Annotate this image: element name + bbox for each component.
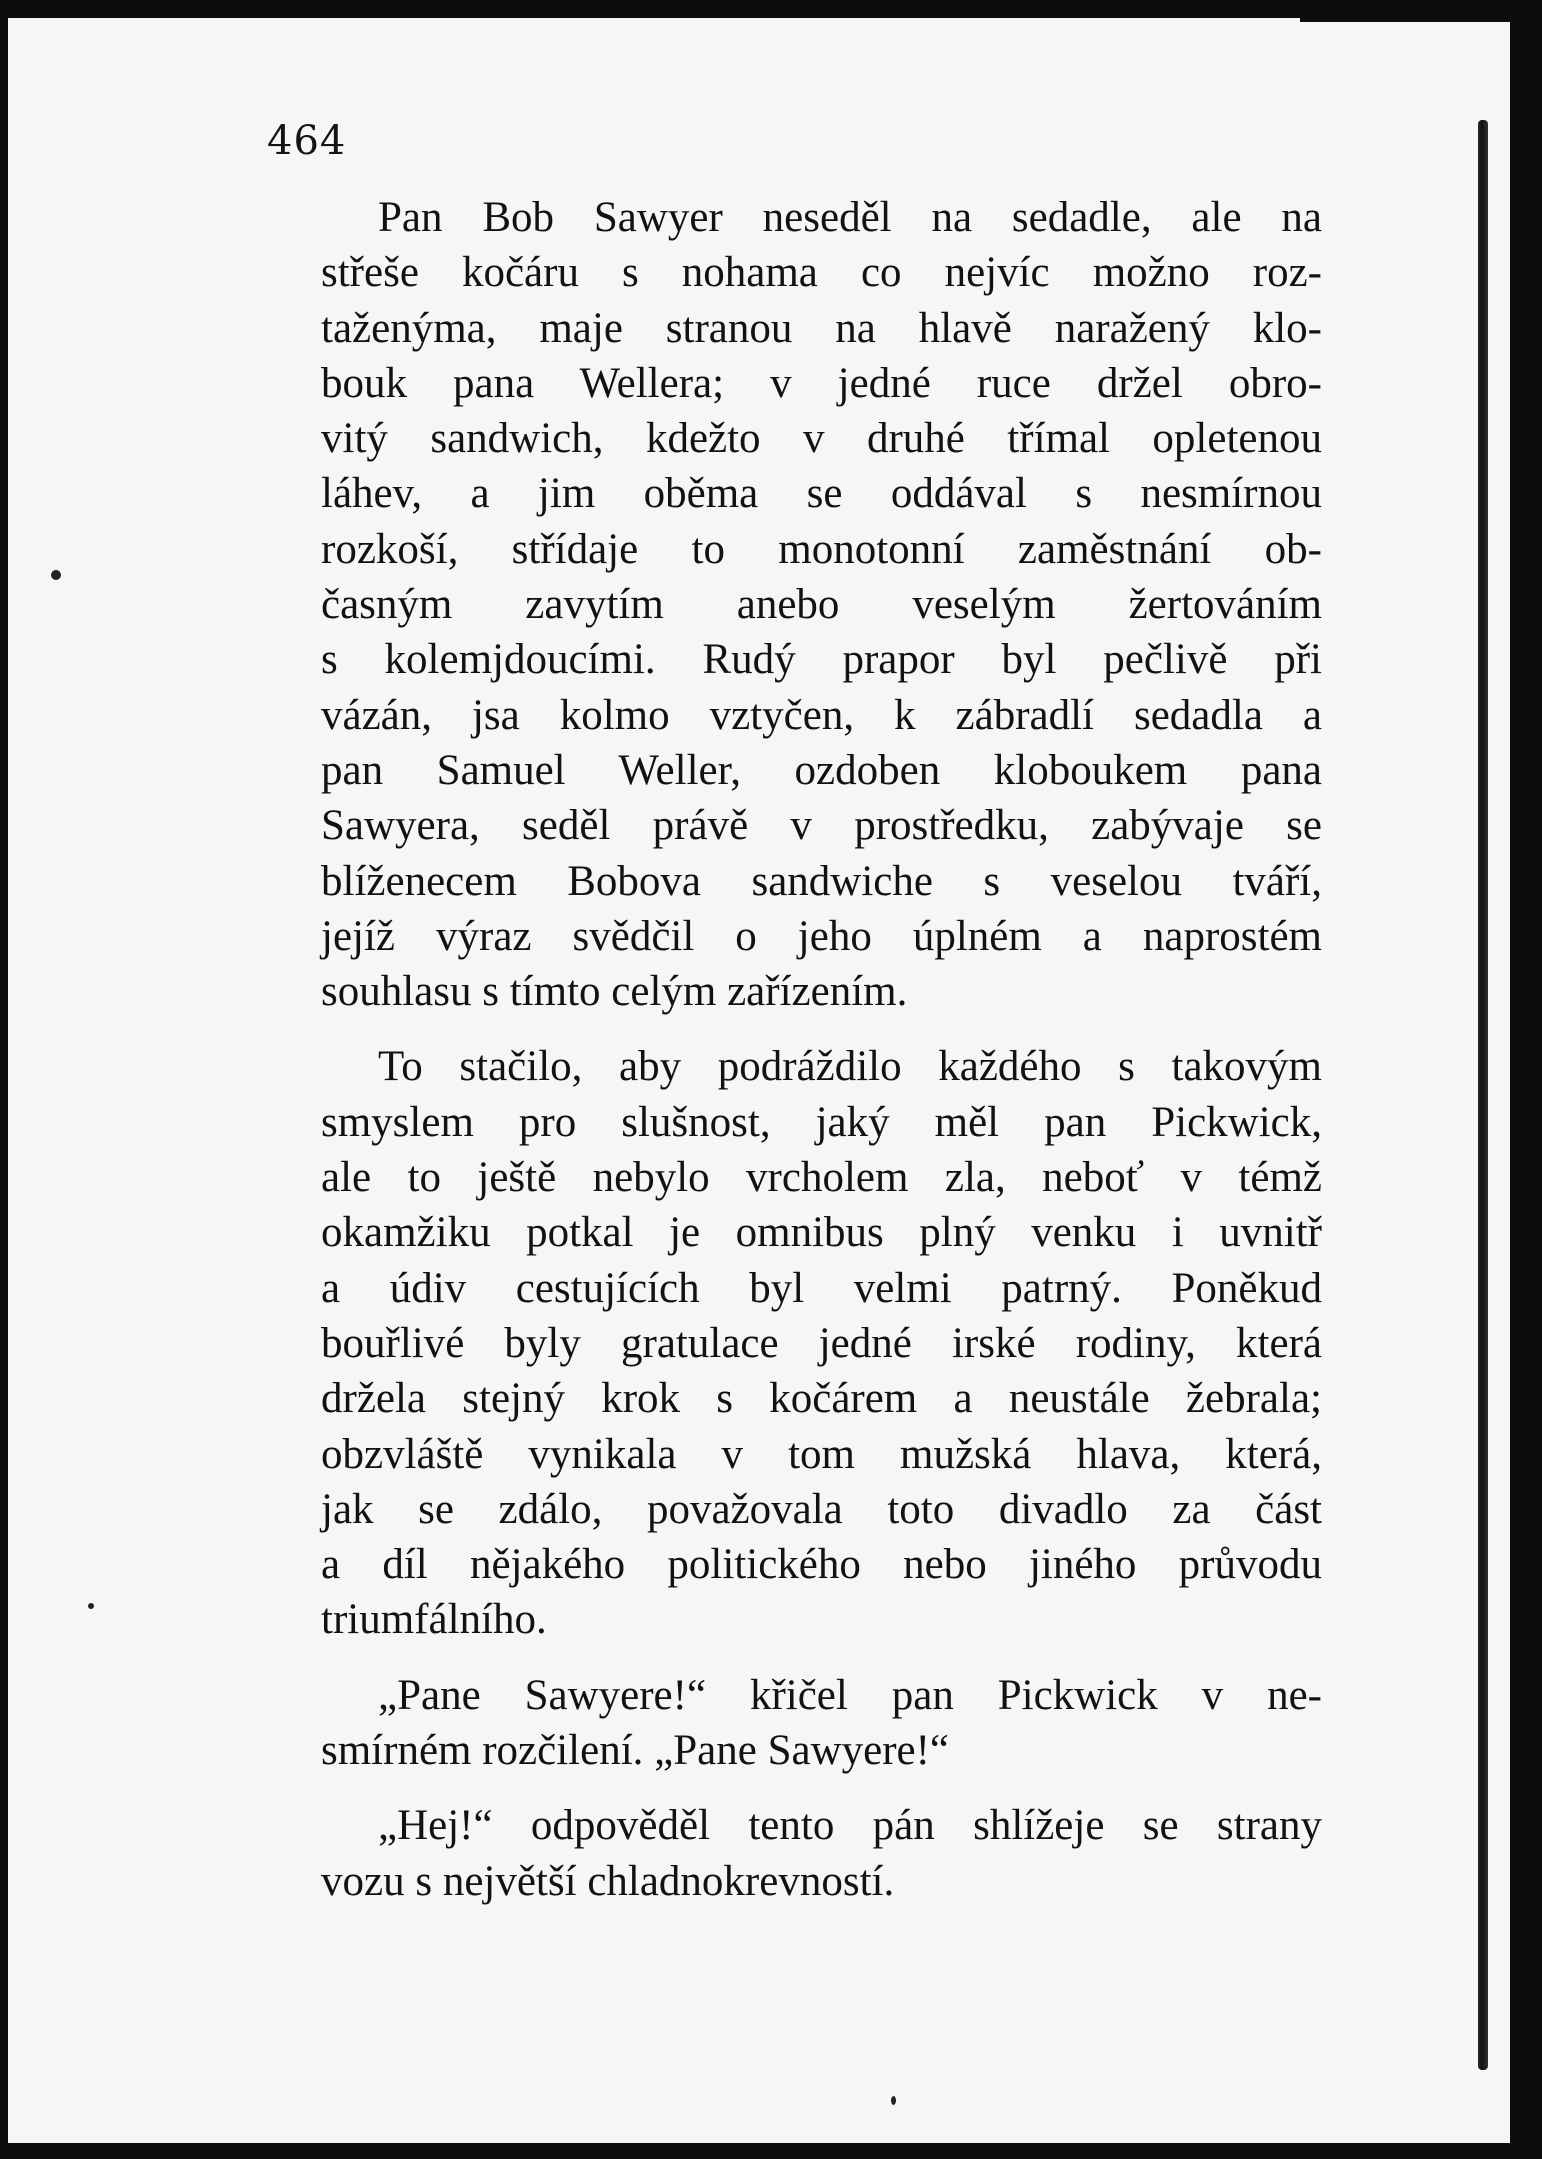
text-line: „Pane Sawyere!“ křičel pan Pickwick v ne-: [378, 1671, 1322, 1719]
text-line: „Hej!“ odpověděl tento pán shlížeje se strany: [378, 1802, 1322, 1850]
text-line: triumfálního.: [321, 1596, 547, 1644]
text-line: Pan Bob Sawyer neseděl na sedadle, ale na: [378, 194, 1322, 241]
text-line: To stačilo, aby podráždilo každého s takovým: [378, 1043, 1322, 1091]
paragraph: [264, 190, 1322, 1019]
scan-speck: [891, 2096, 896, 2105]
text-line: ale to ještě nebylo vrcholem zla, neboť v témž: [321, 1154, 1322, 1202]
text-line: časným zavytím anebo veselým žertováním: [321, 581, 1322, 629]
text-line: pan Samuel Weller, ozdoben kloboukem pana: [321, 746, 1322, 794]
scan-edge-top: [1300, 0, 1540, 22]
text-line: a díl nějakého politického nebo jiného průvodu: [321, 1541, 1322, 1589]
text-line: smírném rozčilení. „Pane Sawyere!“: [321, 1727, 950, 1775]
text-line: jak se zdálo, považovala toto divadlo za část: [321, 1485, 1322, 1533]
scan-speck: [51, 570, 61, 580]
text-line: držela stejný krok s kočárem a neustále žebrala;: [321, 1375, 1322, 1423]
text-line: jejíž výraz svědčil o jeho úplném a naprostém: [321, 912, 1322, 960]
text-line: bouřlivé byly gratulace jedné irské rodiny, která: [321, 1319, 1322, 1367]
text-line: vozu s největší chladnokrevností.: [321, 1857, 895, 1905]
body-text: [264, 190, 1322, 1929]
text-line: Sawyera, seděl právě v prostředku, zabývaje se: [321, 802, 1322, 850]
paragraph: [264, 1668, 1322, 1779]
text-line: souhlasu s tímto celým zařízením.: [321, 968, 908, 1016]
text-line: obzvláště vynikala v tom mužská hlava, která,: [321, 1430, 1322, 1478]
text-line: s kolemjdoucími. Rudý prapor byl pečlivě při: [321, 636, 1322, 684]
page-number: 464: [267, 118, 347, 164]
text-line: smyslem pro slušnost, jaký měl pan Pickwick,: [321, 1098, 1322, 1146]
paragraph: [264, 1798, 1322, 1909]
text-line: okamžiku potkal je omnibus plný venku i uvnitř: [321, 1209, 1322, 1257]
page-binding-edge: [1478, 120, 1488, 2070]
text-line: taženýma, maje stranou na hlavě naražený klo-: [321, 304, 1322, 352]
scan-speck: [88, 1603, 94, 1609]
text-line: bouk pana Wellera; v jedné ruce držel obro-: [321, 359, 1322, 407]
text-line: vázán, jsa kolmo vztyčen, k zábradlí sedadla a: [321, 691, 1322, 739]
text-line: láhev, a jim oběma se oddával s nesmírnou: [321, 470, 1322, 518]
text-line: rozkoší, střídaje to monotonní zaměstnání ob-: [321, 525, 1322, 573]
text-line: střeše kočáru s nohama co nejvíc možno roz-: [321, 249, 1322, 297]
text-line: vitý sandwich, kdežto v druhé třímal opletenou: [321, 415, 1322, 463]
text-line: blíženecem Bobova sandwiche s veselou tváří,: [321, 857, 1322, 905]
text-line: a údiv cestujících byl velmi patrný. Poněkud: [321, 1264, 1322, 1312]
paragraph: [264, 1039, 1322, 1647]
